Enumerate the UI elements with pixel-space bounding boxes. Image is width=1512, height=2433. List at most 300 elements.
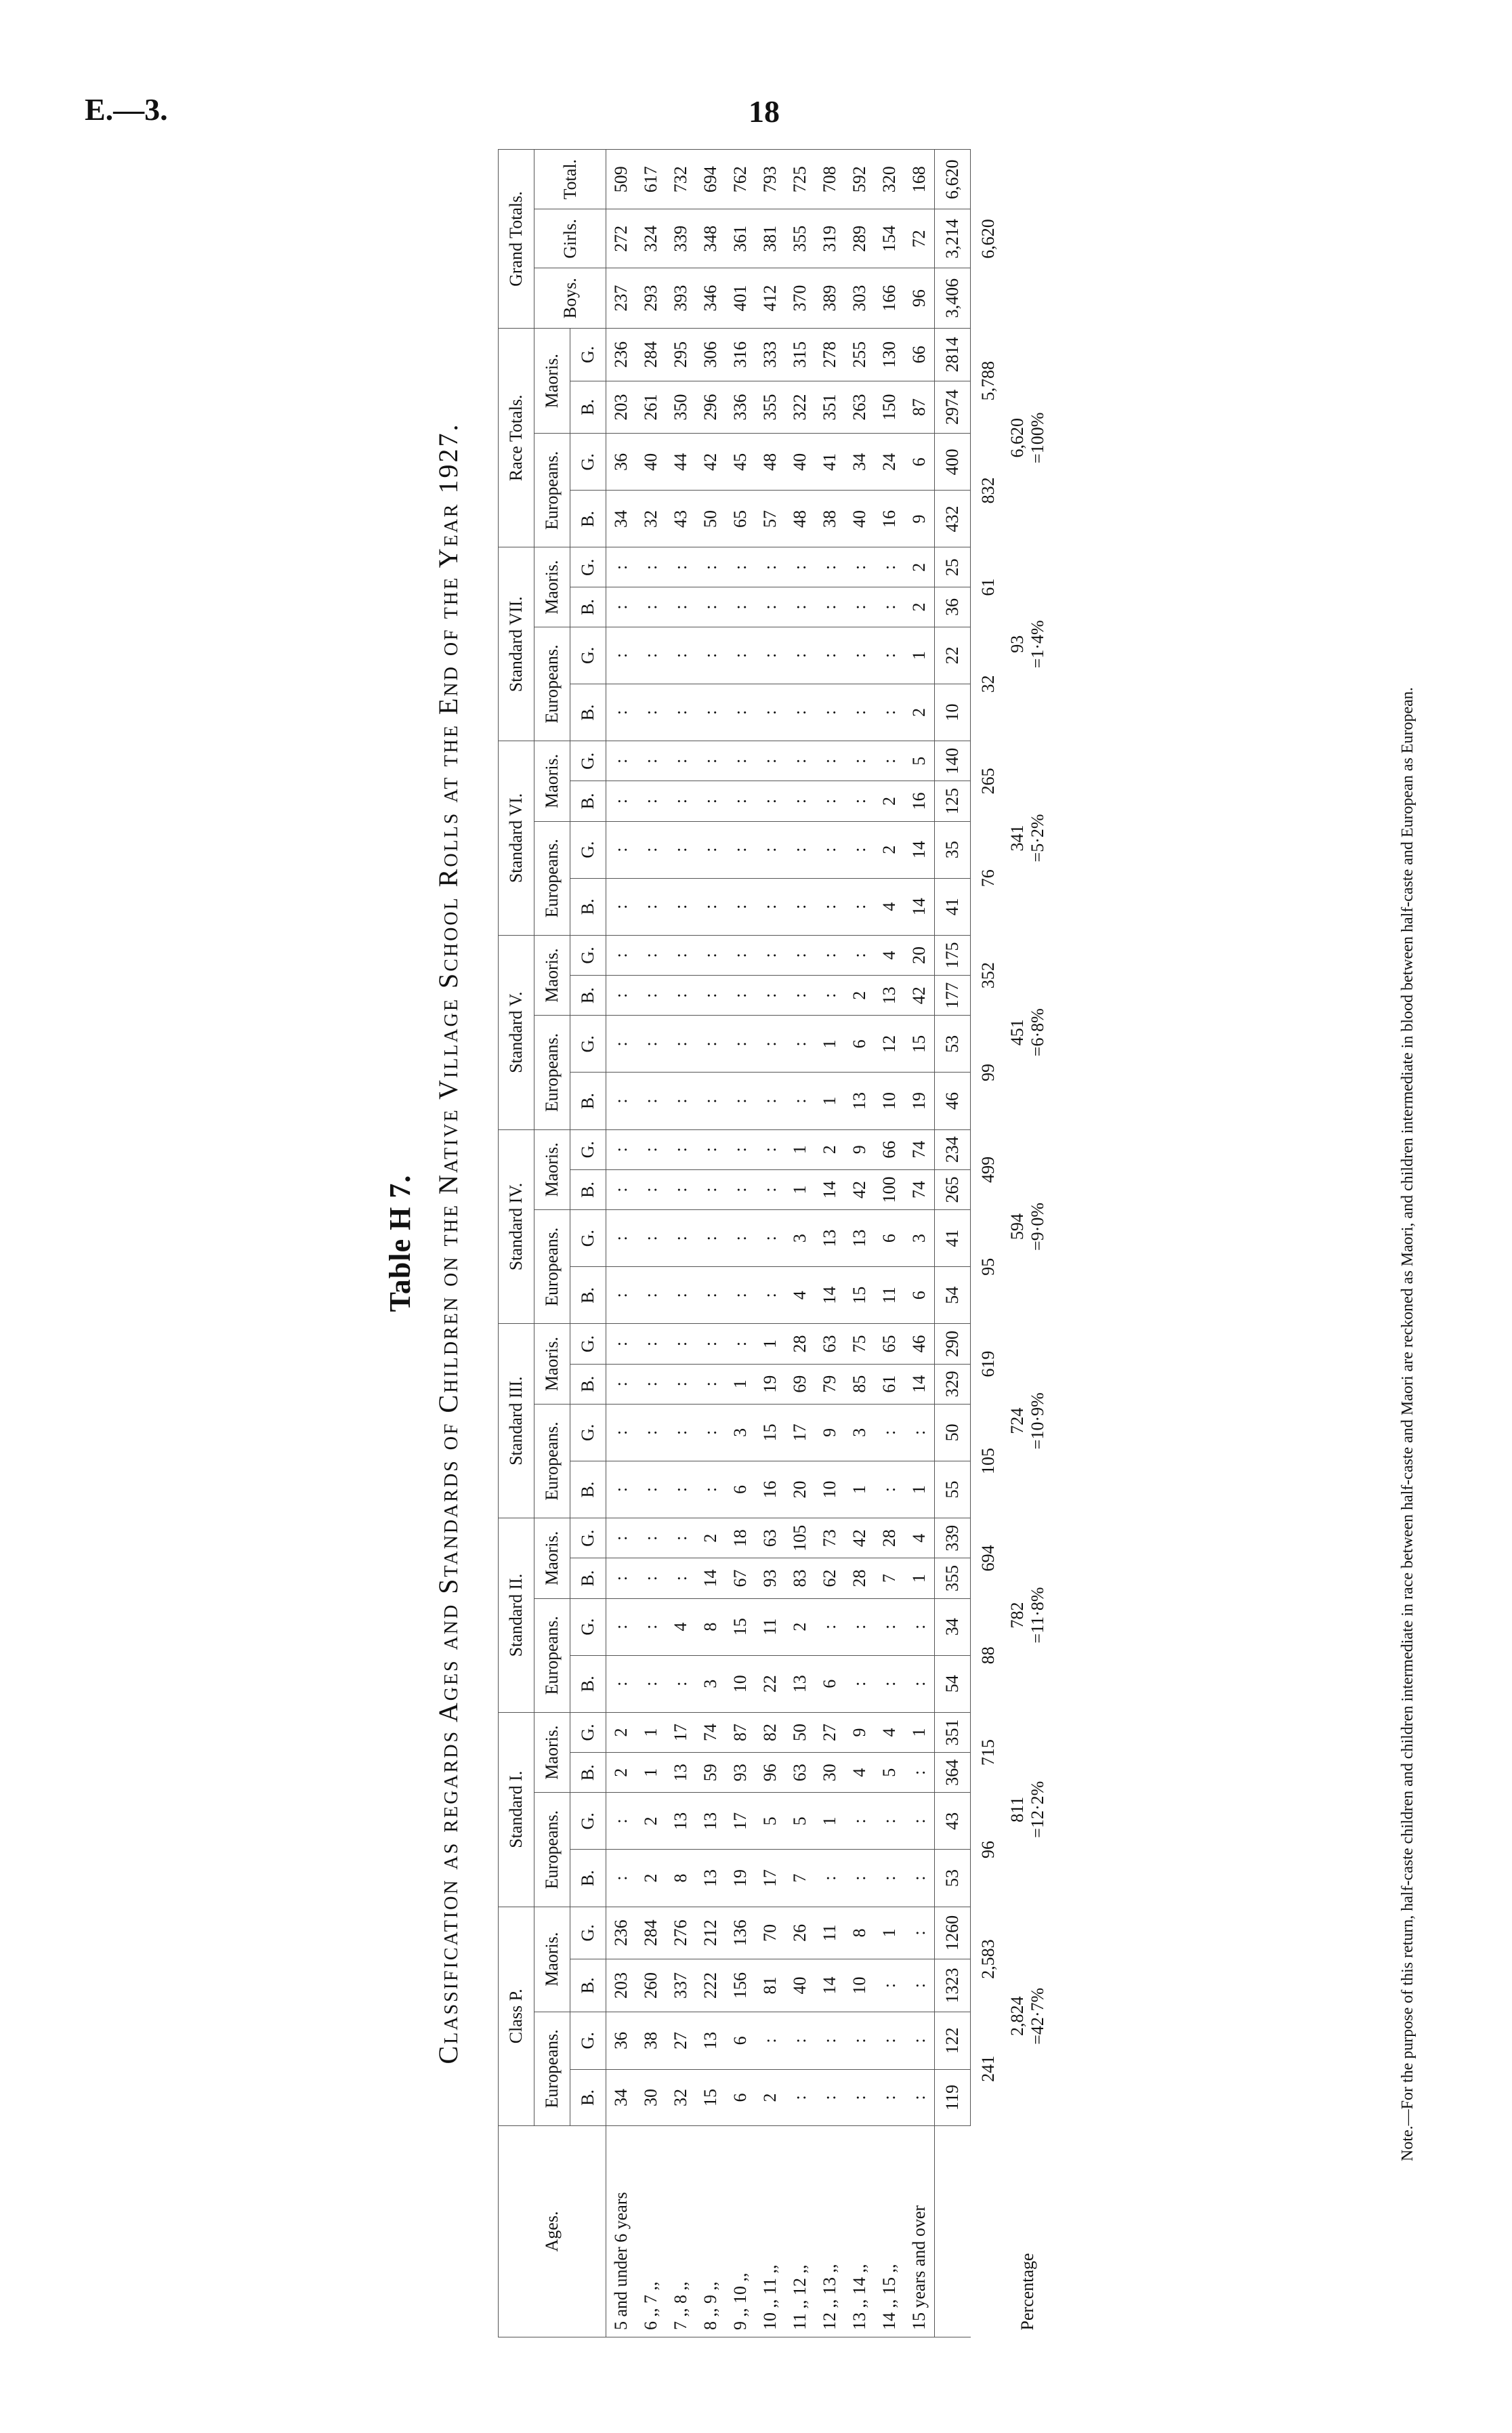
- data-cell: :: [904, 1793, 935, 1850]
- maoris-header: Maoris.: [534, 1129, 570, 1210]
- data-cell: 156: [726, 1959, 755, 2012]
- table-row: [636, 150, 666, 2337]
- data-cell: :: [815, 741, 845, 781]
- data-cell: :: [696, 1364, 726, 1404]
- data-cell: 1: [845, 1461, 875, 1518]
- data-cell: 36: [606, 434, 637, 491]
- combined-maoris-cell: 61: [978, 578, 998, 596]
- data-cell: :: [666, 935, 696, 975]
- data-cell: :: [904, 1959, 935, 2012]
- group-header: Standard IV.: [499, 1129, 534, 1324]
- data-cell: :: [636, 1324, 666, 1364]
- data-cell: :: [875, 1461, 904, 1518]
- data-cell: 17: [666, 1712, 696, 1752]
- data-cell: :: [606, 1518, 637, 1558]
- data-cell: :: [755, 547, 785, 587]
- data-cell: :: [636, 976, 666, 1016]
- data-cell: 40: [636, 434, 666, 491]
- data-cell: 48: [755, 434, 785, 491]
- data-cell: :: [636, 1461, 666, 1518]
- data-cell: :: [755, 781, 785, 821]
- boys-subheader: B.: [570, 1558, 606, 1598]
- total-cell: 432: [935, 491, 971, 547]
- girls-subheader: G.: [570, 1598, 606, 1655]
- total-cell: 1260: [935, 1907, 971, 1959]
- data-cell: 30: [815, 1753, 845, 1793]
- combined-europeans-cell: 32: [978, 675, 998, 693]
- data-cell: :: [726, 1016, 755, 1073]
- data-cell: :: [875, 1404, 904, 1461]
- data-cell: :: [815, 781, 845, 821]
- table-header: [499, 150, 606, 2337]
- data-cell: 27: [666, 2012, 696, 2069]
- data-cell: 2: [696, 1518, 726, 1558]
- data-cell: 4: [666, 1598, 696, 1655]
- data-cell: :: [666, 1169, 696, 1209]
- europeans-header: Europeans.: [534, 1793, 570, 1907]
- data-cell: 14: [904, 821, 935, 878]
- data-cell: 1: [904, 1461, 935, 1518]
- total-cell: 2814: [935, 329, 971, 381]
- age-label: 6 ,, 7 ,,: [636, 2126, 666, 2337]
- data-cell: :: [636, 1404, 666, 1461]
- data-cell: :: [785, 684, 815, 741]
- boys-subheader: B.: [570, 1267, 606, 1324]
- total-cell: 55: [935, 1461, 971, 1518]
- data-cell: :: [815, 627, 845, 684]
- data-cell: :: [666, 821, 696, 878]
- total-cell: 50: [935, 1404, 971, 1461]
- data-cell: :: [845, 935, 875, 975]
- data-cell: :: [606, 1558, 637, 1598]
- total-cell: 35: [935, 821, 971, 878]
- girls-subheader: G.: [570, 1518, 606, 1558]
- data-cell: 9: [904, 491, 935, 547]
- table-label: Table H 7.: [383, 1174, 417, 1312]
- data-cell: 222: [696, 1959, 726, 2012]
- data-cell: 42: [696, 434, 726, 491]
- data-cell: 1: [815, 1793, 845, 1850]
- total-cell: 175: [935, 935, 971, 975]
- data-cell: 324: [636, 209, 666, 268]
- data-cell: :: [845, 781, 875, 821]
- data-cell: 79: [815, 1364, 845, 1404]
- total-cell: 34: [935, 1598, 971, 1655]
- combined-europeans-cell: 76: [978, 869, 998, 888]
- data-cell: 136: [726, 1907, 755, 1959]
- data-cell: :: [696, 587, 726, 627]
- combined-row: [971, 150, 1007, 2337]
- group-grand-total: 6,620: [1007, 418, 1027, 458]
- data-cell: 319: [815, 209, 845, 268]
- data-cell: 2: [785, 1598, 815, 1655]
- data-cell: 6: [904, 1267, 935, 1324]
- data-cell: 2: [875, 781, 904, 821]
- data-cell: 30: [636, 2069, 666, 2125]
- data-cell: :: [666, 1073, 696, 1129]
- data-cell: 236: [606, 329, 637, 381]
- data-cell: :: [785, 781, 815, 821]
- group-grand-total: 811: [1007, 1796, 1027, 1823]
- data-cell: 74: [696, 1712, 726, 1752]
- data-cell: 1: [636, 1712, 666, 1752]
- total-cell: 54: [935, 1267, 971, 1324]
- group-header: Standard V.: [499, 935, 534, 1129]
- data-cell: 339: [666, 209, 696, 268]
- girls-header: Girls.: [534, 209, 606, 268]
- data-cell: 13: [696, 2012, 726, 2069]
- combined-maoris-cell: 2,583: [978, 1939, 998, 1979]
- data-cell: 3: [726, 1404, 755, 1461]
- group-percentage: =11·8%: [1028, 1587, 1047, 1644]
- data-cell: 72: [904, 209, 935, 268]
- combined-europeans-cell: 88: [978, 1646, 998, 1665]
- data-cell: 63: [815, 1324, 845, 1364]
- girls-subheader: G.: [570, 627, 606, 684]
- data-cell: 3: [904, 1210, 935, 1267]
- data-cell: :: [606, 1210, 637, 1267]
- data-cell: 322: [785, 381, 815, 434]
- data-cell: 2: [845, 976, 875, 1016]
- data-cell: 15: [904, 1016, 935, 1073]
- girls-subheader: G.: [570, 741, 606, 781]
- data-cell: 355: [755, 381, 785, 434]
- data-cell: :: [636, 1169, 666, 1209]
- data-cell: :: [904, 1598, 935, 1655]
- data-cell: 32: [636, 491, 666, 547]
- data-cell: :: [636, 1655, 666, 1712]
- data-cell: :: [845, 587, 875, 627]
- group-percentage: =12·2%: [1028, 1781, 1047, 1838]
- data-cell: 74: [904, 1169, 935, 1209]
- data-cell: 28: [785, 1324, 815, 1364]
- data-cell: 63: [755, 1518, 785, 1558]
- boys-subheader: B.: [570, 878, 606, 935]
- data-cell: :: [636, 878, 666, 935]
- data-cell: 87: [726, 1712, 755, 1752]
- data-cell: 96: [755, 1753, 785, 1793]
- data-cell: 34: [606, 2069, 637, 2125]
- table-caption: [383, 149, 464, 2337]
- data-cell: 65: [875, 1324, 904, 1364]
- data-cell: :: [636, 1364, 666, 1404]
- group-header: Standard I.: [499, 1712, 534, 1907]
- data-cell: :: [666, 1324, 696, 1364]
- data-cell: :: [845, 1850, 875, 1907]
- data-cell: :: [726, 547, 755, 587]
- data-cell: 150: [875, 381, 904, 434]
- data-cell: 263: [845, 381, 875, 434]
- group-header: Race Totals.: [499, 329, 534, 547]
- group-header: Standard VI.: [499, 741, 534, 936]
- data-cell: 1: [726, 1364, 755, 1404]
- data-cell: :: [696, 1129, 726, 1169]
- data-cell: 8: [696, 1598, 726, 1655]
- total-cell: 25: [935, 547, 971, 587]
- data-cell: 34: [606, 491, 637, 547]
- data-cell: 19: [726, 1850, 755, 1907]
- total-cell: 41: [935, 1210, 971, 1267]
- data-cell: :: [875, 1850, 904, 1907]
- combined-maoris-cell: 619: [978, 1350, 998, 1377]
- data-cell: 336: [726, 381, 755, 434]
- data-cell: :: [845, 547, 875, 587]
- data-cell: 13: [666, 1753, 696, 1793]
- age-label: 11 ,, 12 ,,: [785, 2126, 815, 2337]
- data-cell: :: [785, 2012, 815, 2069]
- group-grand-total-cell: [1006, 329, 1049, 547]
- data-cell: 212: [696, 1907, 726, 1959]
- data-cell: 1: [815, 1016, 845, 1073]
- total-cell: 1323: [935, 1959, 971, 2012]
- data-cell: 27: [815, 1712, 845, 1752]
- table-wrapper: [498, 149, 1049, 2337]
- data-cell: 9: [845, 1712, 875, 1752]
- data-cell: :: [666, 627, 696, 684]
- data-cell: 361: [726, 209, 755, 268]
- data-cell: :: [755, 821, 785, 878]
- combined-europeans-cell: 96: [978, 1840, 998, 1858]
- data-cell: 2: [904, 587, 935, 627]
- data-cell: 592: [845, 150, 875, 209]
- boys-subheader: B.: [570, 1655, 606, 1712]
- group-grand-total: 93: [1007, 635, 1027, 653]
- data-cell: 272: [606, 209, 637, 268]
- total-cell: 339: [935, 1518, 971, 1558]
- data-cell: 5: [875, 1753, 904, 1793]
- data-cell: :: [666, 1016, 696, 1073]
- data-cell: 82: [755, 1712, 785, 1752]
- europeans-header: Europeans.: [534, 1016, 570, 1129]
- data-cell: 293: [636, 268, 666, 329]
- group-percentage: =6·8%: [1028, 1008, 1047, 1057]
- girls-subheader: G.: [570, 2012, 606, 2069]
- data-cell: 9: [815, 1404, 845, 1461]
- data-cell: 348: [696, 209, 726, 268]
- maoris-header: Maoris.: [534, 329, 570, 434]
- table-row: [755, 150, 785, 2337]
- group-grand-total-cell: [1006, 1712, 1049, 1907]
- boys-subheader: B.: [570, 1959, 606, 2012]
- data-cell: 13: [845, 1073, 875, 1129]
- data-cell: :: [875, 1598, 904, 1655]
- combined-maoris-cell: 499: [978, 1156, 998, 1183]
- totals-row: [935, 150, 971, 2337]
- data-cell: 14: [815, 1169, 845, 1209]
- data-cell: :: [636, 821, 666, 878]
- data-cell: 2: [875, 821, 904, 878]
- data-cell: 130: [875, 329, 904, 381]
- data-cell: :: [696, 1404, 726, 1461]
- group-header: Standard III.: [499, 1324, 534, 1518]
- girls-subheader: G.: [570, 1793, 606, 1850]
- data-cell: 2: [606, 1753, 637, 1793]
- data-cell: 10: [875, 1073, 904, 1129]
- group-header: Class P.: [499, 1907, 534, 2125]
- data-cell: 6: [904, 434, 935, 491]
- data-cell: 316: [726, 329, 755, 381]
- ages-header: Ages.: [499, 2126, 606, 2337]
- data-cell: :: [726, 1169, 755, 1209]
- data-cell: :: [606, 1324, 637, 1364]
- total-cell: 3,406: [935, 268, 971, 329]
- data-cell: :: [755, 1267, 785, 1324]
- data-cell: :: [845, 1655, 875, 1712]
- data-cell: :: [726, 587, 755, 627]
- data-cell: :: [606, 587, 637, 627]
- rotated-table-page: [383, 149, 1440, 2337]
- boys-subheader: B.: [570, 1461, 606, 1518]
- data-cell: 3: [785, 1210, 815, 1267]
- data-cell: :: [845, 878, 875, 935]
- data-cell: :: [815, 684, 845, 741]
- total-cell: 125: [935, 781, 971, 821]
- data-cell: 14: [815, 1959, 845, 2012]
- combined-europeans-cell: 241: [978, 2055, 998, 2082]
- group-percentage: =42·7%: [1028, 1987, 1047, 2045]
- table-row: [696, 150, 726, 2337]
- data-cell: 59: [696, 1753, 726, 1793]
- data-cell: :: [636, 627, 666, 684]
- data-cell: :: [755, 1016, 785, 1073]
- combined-label-cell: [971, 2126, 1007, 2337]
- group-percentage: =1·4%: [1028, 620, 1047, 669]
- data-cell: 320: [875, 150, 904, 209]
- data-cell: :: [636, 587, 666, 627]
- combined-maoris-cell: 352: [978, 962, 998, 989]
- boys-subheader: B.: [570, 1850, 606, 1907]
- data-cell: 19: [904, 1073, 935, 1129]
- data-cell: :: [636, 1518, 666, 1558]
- data-cell: 401: [726, 268, 755, 329]
- data-cell: :: [696, 821, 726, 878]
- table-row: [845, 150, 875, 2337]
- boys-subheader: B.: [570, 381, 606, 434]
- data-cell: 350: [666, 381, 696, 434]
- table-row: [904, 150, 935, 2337]
- data-cell: :: [785, 627, 815, 684]
- combined-maoris-cell: 715: [978, 1739, 998, 1766]
- data-cell: 4: [845, 1753, 875, 1793]
- data-cell: :: [755, 741, 785, 781]
- data-cell: :: [636, 547, 666, 587]
- total-cell: 364: [935, 1753, 971, 1793]
- data-cell: 260: [636, 1959, 666, 2012]
- data-cell: 315: [785, 329, 815, 381]
- percentage-label: Percentage: [1017, 2253, 1037, 2331]
- data-cell: 87: [904, 381, 935, 434]
- data-cell: :: [845, 741, 875, 781]
- data-cell: :: [815, 878, 845, 935]
- data-cell: 1: [904, 1712, 935, 1752]
- data-cell: 278: [815, 329, 845, 381]
- data-cell: :: [785, 878, 815, 935]
- data-cell: 22: [755, 1655, 785, 1712]
- data-cell: 83: [785, 1558, 815, 1598]
- data-cell: :: [875, 587, 904, 627]
- data-cell: 42: [845, 1169, 875, 1209]
- boys-subheader: B.: [570, 1169, 606, 1209]
- classification-table: [498, 149, 1049, 2337]
- data-cell: 1: [636, 1753, 666, 1793]
- data-cell: 93: [755, 1558, 785, 1598]
- data-cell: 45: [726, 434, 755, 491]
- data-cell: :: [845, 2069, 875, 2125]
- data-cell: :: [726, 1267, 755, 1324]
- data-cell: 370: [785, 268, 815, 329]
- data-cell: :: [815, 587, 845, 627]
- group-grand-total: 2,824: [1007, 1996, 1027, 2037]
- group-grand-total-cell: [1006, 1324, 1049, 1518]
- data-cell: :: [904, 2069, 935, 2125]
- data-cell: 10: [726, 1655, 755, 1712]
- data-cell: :: [875, 684, 904, 741]
- data-cell: 1: [785, 1169, 815, 1209]
- data-cell: 75: [845, 1324, 875, 1364]
- data-cell: 708: [815, 150, 845, 209]
- data-cell: 5: [755, 1793, 785, 1850]
- data-cell: 36: [606, 2012, 637, 2069]
- total-cell: 2974: [935, 381, 971, 434]
- data-cell: :: [636, 781, 666, 821]
- group-grand-total-cell: [1006, 935, 1049, 1129]
- data-cell: 63: [785, 1753, 815, 1793]
- combined-europeans-cell: 95: [978, 1257, 998, 1276]
- data-cell: 28: [845, 1558, 875, 1598]
- data-cell: 355: [785, 209, 815, 268]
- group-percentage: =5·2%: [1028, 814, 1047, 862]
- footnote: Note.—For the purpose of this return, half-caste children and children intermediate in race between half-caste and Maori are reckoned as Maori, and children intermediate in blood between half-caste and European as European.: [1399, 687, 1416, 2161]
- data-cell: :: [666, 1364, 696, 1404]
- data-cell: :: [726, 684, 755, 741]
- girls-subheader: G.: [570, 1324, 606, 1364]
- data-cell: :: [815, 2069, 845, 2125]
- data-cell: :: [696, 627, 726, 684]
- data-cell: :: [755, 627, 785, 684]
- combined-grand-cell: 6,620: [978, 219, 998, 259]
- data-cell: :: [696, 1073, 726, 1129]
- data-cell: 346: [696, 268, 726, 329]
- group-grand-total-cell: [1006, 1518, 1049, 1713]
- data-cell: 4: [875, 935, 904, 975]
- data-cell: 28: [875, 1518, 904, 1558]
- europeans-header: Europeans.: [534, 1210, 570, 1324]
- data-cell: 7: [785, 1850, 815, 1907]
- data-cell: 333: [755, 329, 785, 381]
- boys-subheader: B.: [570, 491, 606, 547]
- data-cell: 20: [904, 935, 935, 975]
- total-cell: 46: [935, 1073, 971, 1129]
- data-cell: 12: [875, 1016, 904, 1073]
- data-cell: 166: [875, 268, 904, 329]
- data-cell: 1: [875, 1907, 904, 1959]
- data-cell: 16: [904, 781, 935, 821]
- data-cell: :: [666, 878, 696, 935]
- data-cell: 389: [815, 268, 845, 329]
- group-percentage: =10·9%: [1028, 1392, 1047, 1450]
- data-cell: 96: [904, 268, 935, 329]
- data-cell: 14: [904, 1364, 935, 1404]
- data-cell: 168: [904, 150, 935, 209]
- data-cell: :: [606, 1016, 637, 1073]
- data-cell: :: [726, 1210, 755, 1267]
- data-cell: :: [606, 1793, 637, 1850]
- data-cell: 295: [666, 329, 696, 381]
- data-cell: :: [636, 741, 666, 781]
- data-cell: :: [875, 741, 904, 781]
- total-cell: 36: [935, 587, 971, 627]
- data-cell: 105: [785, 1518, 815, 1558]
